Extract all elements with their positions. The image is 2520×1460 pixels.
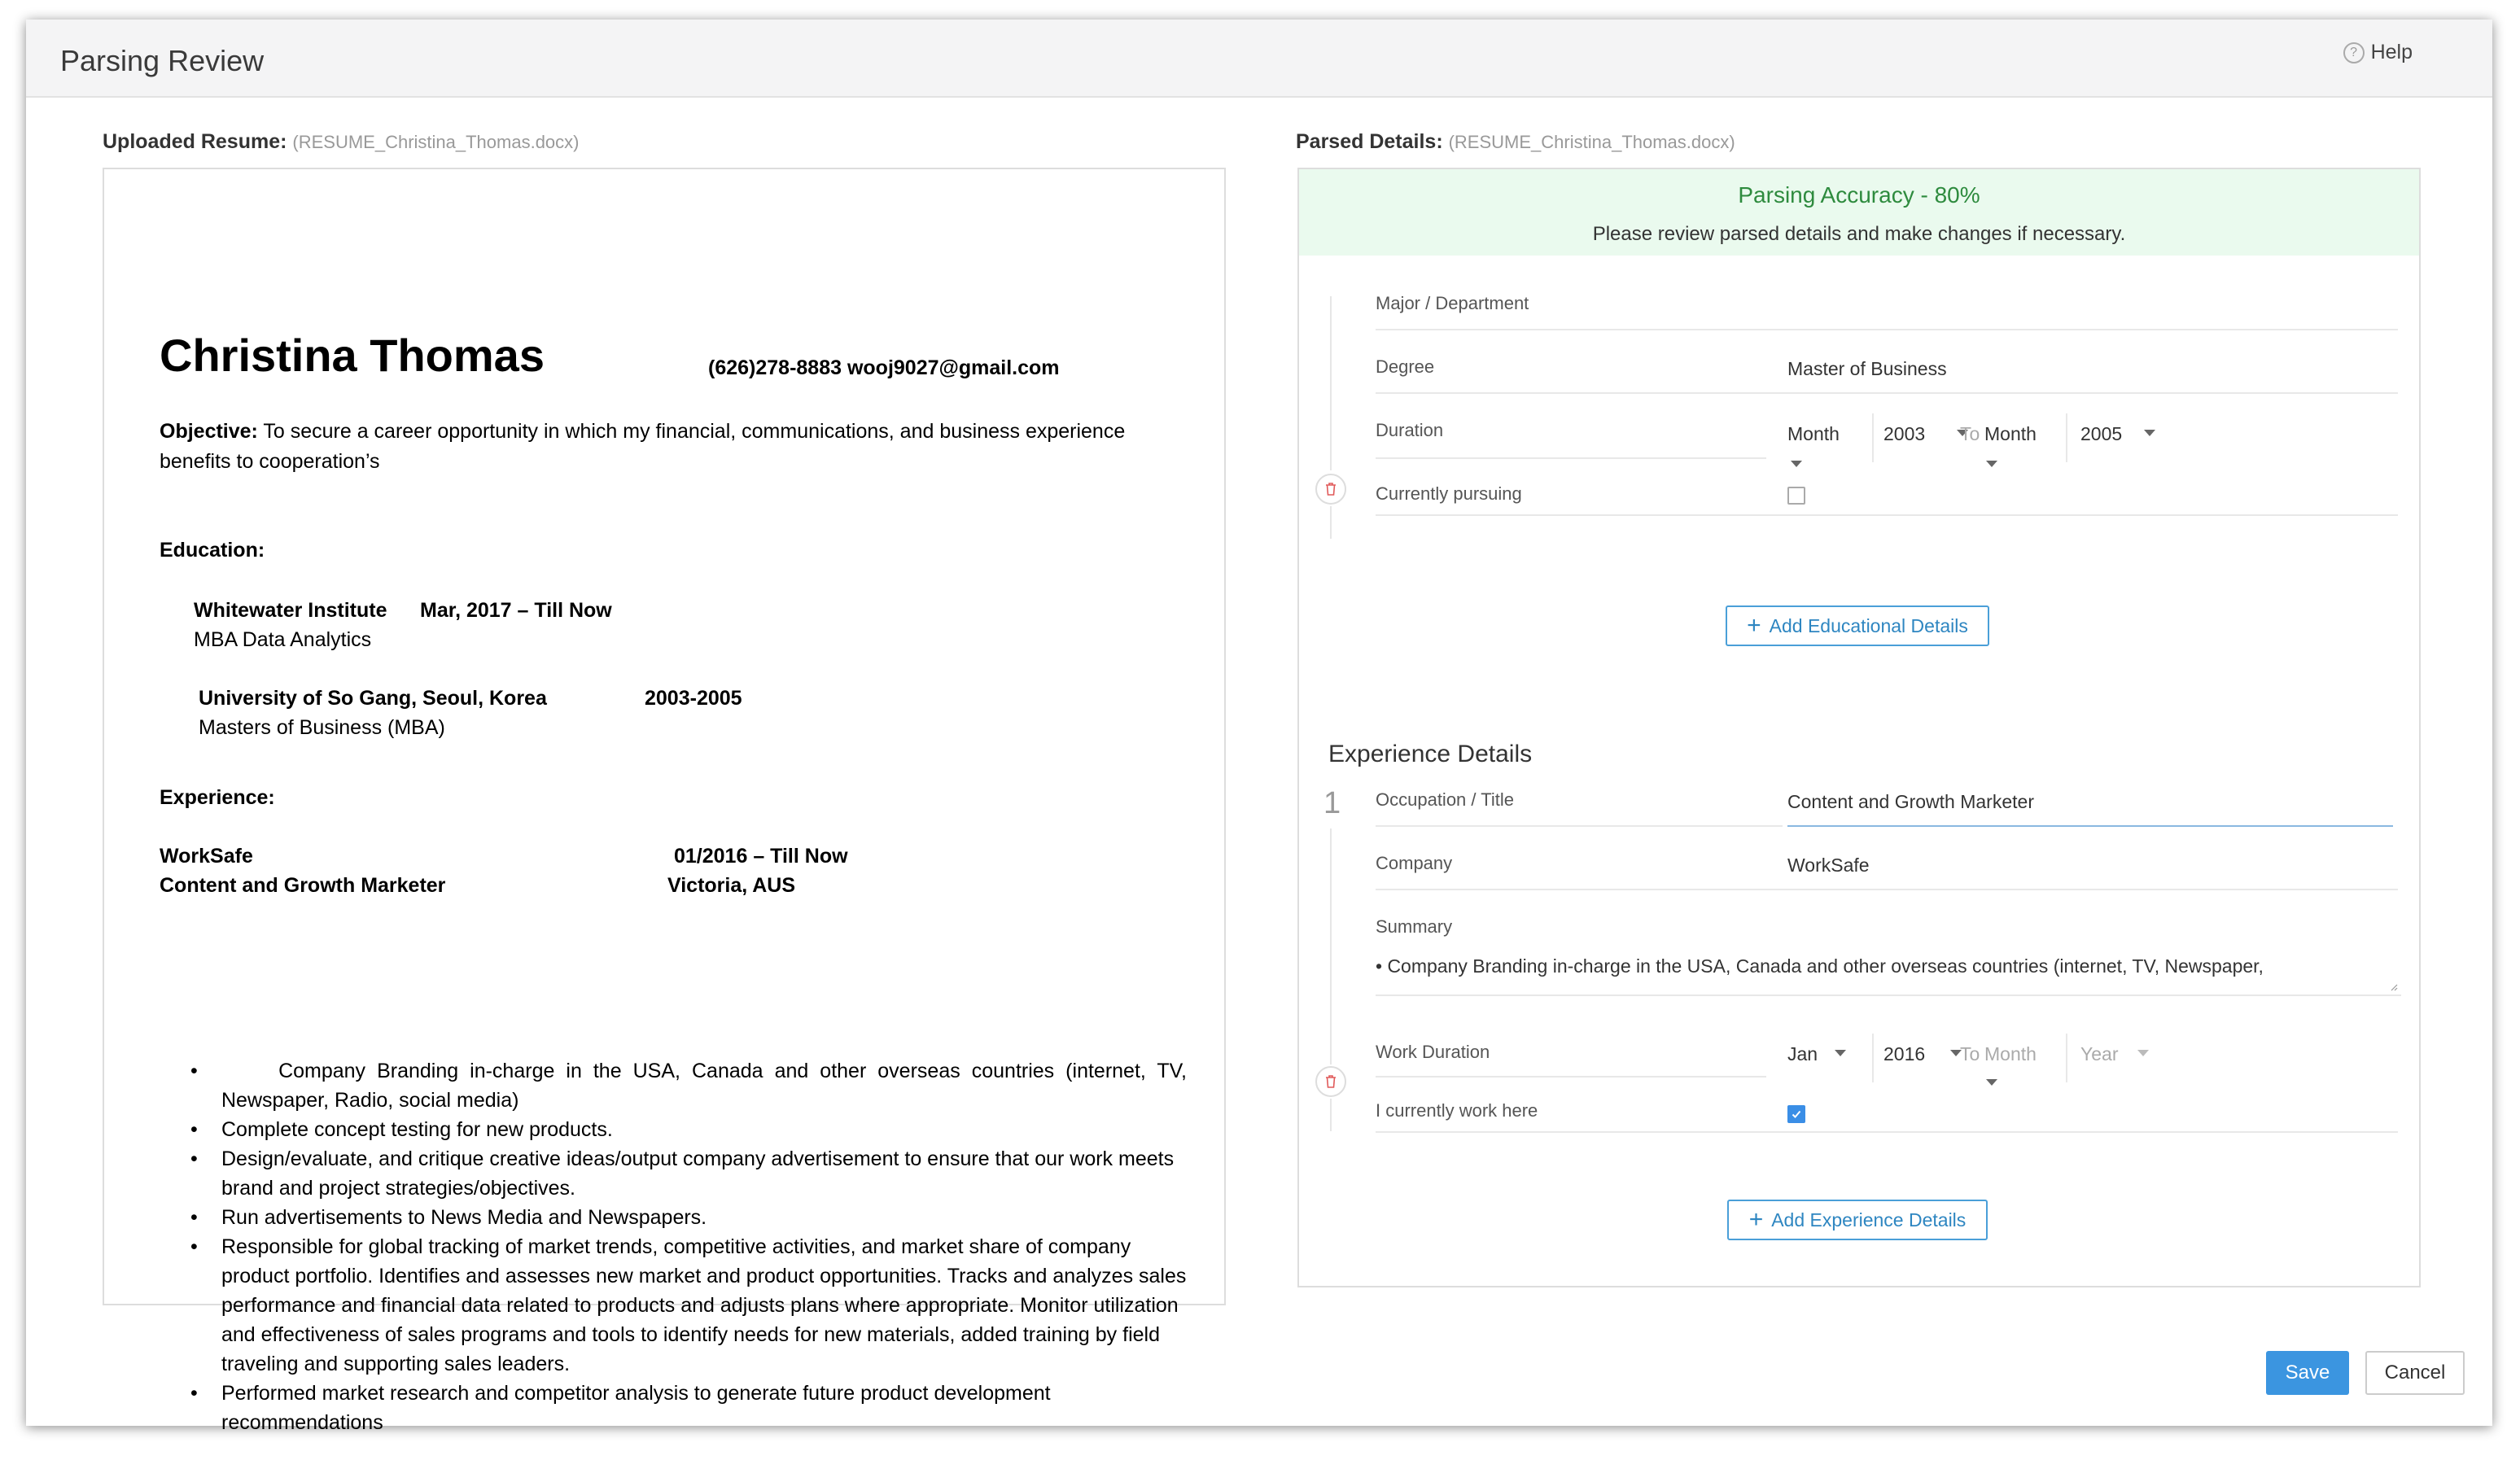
resume-preview[interactable] bbox=[103, 168, 1226, 1434]
accuracy-title: Parsing Accuracy - 80% bbox=[1738, 182, 1980, 208]
major-label: Major / Department bbox=[1376, 293, 1529, 313]
parsed-details-filename: (RESUME_Christina_Thomas.docx) bbox=[1448, 132, 1735, 152]
save-button[interactable]: Save bbox=[2266, 1351, 2349, 1395]
occupation-focus-underline bbox=[1787, 825, 2393, 827]
resume-job-location: Victoria, AUS bbox=[667, 874, 795, 897]
current-work-label: I currently work here bbox=[1376, 1100, 1538, 1121]
pursuing-checkbox[interactable] bbox=[1787, 487, 1805, 505]
resume-experience-heading: Experience: bbox=[160, 786, 275, 809]
resume-bullet-list bbox=[160, 1056, 1192, 1437]
plus-icon: + bbox=[1747, 612, 1761, 639]
to-year-select[interactable]: 2005 bbox=[2080, 423, 2123, 444]
work-to-year-select[interactable]: Year bbox=[2080, 1043, 2119, 1064]
pursuing-label: Currently pursuing bbox=[1376, 483, 1522, 504]
resume-name: Christina Thomas bbox=[160, 330, 545, 381]
resume-edu-degree: Masters of Business (MBA) bbox=[199, 716, 445, 739]
from-month-select[interactable]: Month bbox=[1787, 423, 1840, 444]
experience-rail-lower bbox=[1330, 1099, 1332, 1131]
chevron-down-icon bbox=[1986, 1079, 1997, 1086]
work-from-month-select[interactable]: Jan bbox=[1787, 1043, 1818, 1064]
from-year-select[interactable]: 2003 bbox=[1883, 423, 1926, 444]
summary-text: • Company Branding in-charge in the USA, Canada and other overseas countries (internet, TV, Newspaper, bbox=[1376, 955, 2264, 977]
uploaded-resume-filename: (RESUME_Christina_Thomas.docx) bbox=[292, 132, 580, 152]
parsed-details-label: Parsed Details: bbox=[1296, 130, 1443, 153]
delete-education-button[interactable] bbox=[1315, 474, 1346, 505]
add-educational-details-button[interactable] bbox=[1726, 605, 1989, 646]
add-experience-details-button[interactable] bbox=[1727, 1200, 1988, 1240]
resume-bullet: • Responsible for global tracking of market trends, competitive activities, and market share of company product portfolio. Identifies and assesses new market and product opportunities. Tracks and analyzes sales performance and financial data related to products and adjusts plans where appropriate. Monitor utilization and effectiveness of sales programs and tools to identify needs for new materials, added training by field traveling and supporting sales leaders. bbox=[160, 1232, 1187, 1379]
resume-job-title: Content and Growth Marketer bbox=[160, 874, 446, 897]
work-to-month-select[interactable]: Month bbox=[1984, 1043, 2037, 1064]
occupation-divider bbox=[1376, 825, 1783, 827]
uploaded-resume-label: Uploaded Resume: bbox=[103, 130, 287, 153]
current-work-divider bbox=[1376, 1131, 2398, 1133]
accuracy-subtitle: Please review parsed details and make changes if necessary. bbox=[1592, 223, 2126, 245]
work-to-label: To bbox=[1960, 1043, 1980, 1064]
plus-icon: + bbox=[1748, 1206, 1764, 1233]
resume-bullet: • Performed market research and competitor analysis to generate future product development recommendations bbox=[160, 1379, 1187, 1437]
occupation-label: Occupation / Title bbox=[1376, 789, 1514, 810]
education-rail bbox=[1330, 296, 1332, 470]
resume-objective bbox=[160, 417, 1169, 477]
experience-details-heading: Experience Details bbox=[1328, 741, 1533, 767]
resume-edu-degree: MBA Data Analytics bbox=[194, 628, 372, 651]
work-duration-separator bbox=[1872, 1034, 1874, 1082]
resume-job-company: WorkSafe bbox=[160, 845, 253, 868]
current-work-checkbox[interactable] bbox=[1787, 1105, 1805, 1123]
summary-label: Summary bbox=[1376, 916, 1453, 937]
resume-objective-text: To secure a career opportunity in which my financial, communications, and business experience benefits to cooperation’s bbox=[160, 420, 1126, 473]
work-from-year-select[interactable]: 2016 bbox=[1883, 1043, 1926, 1064]
experience-rail bbox=[1330, 828, 1332, 1064]
work-duration-label: Work Duration bbox=[1376, 1042, 1490, 1062]
resume-edu-school: University of So Gang, Seoul, Korea bbox=[199, 687, 547, 710]
duration-separator bbox=[1872, 413, 1874, 462]
chevron-down-icon bbox=[1791, 461, 1802, 467]
chevron-down-icon bbox=[2137, 1050, 2149, 1056]
major-divider bbox=[1376, 329, 2398, 330]
resume-bullet: • Run advertisements to News Media and Newspapers. bbox=[160, 1203, 1187, 1232]
chevron-down-icon bbox=[2144, 430, 2155, 436]
chevron-down-icon bbox=[1986, 461, 1997, 467]
help-link[interactable] bbox=[2343, 41, 2413, 64]
resume-edu-dates: 2003-2005 bbox=[645, 687, 742, 710]
parsed-details-panel bbox=[1297, 168, 2421, 1287]
education-rail-lower bbox=[1330, 506, 1332, 539]
resume-edu-dates: Mar, 2017 – Till Now bbox=[420, 599, 612, 622]
summary-textarea[interactable] bbox=[1376, 952, 2401, 996]
resize-grip-icon[interactable] bbox=[2390, 983, 2398, 991]
help-icon: ? bbox=[2343, 42, 2365, 63]
trash-icon bbox=[1324, 482, 1337, 496]
chevron-down-icon bbox=[1835, 1050, 1846, 1056]
resume-bullet: • Design/evaluate, and critique creative ideas/output company advertisement to ensure that our work meets brand and project strategies/objectives. bbox=[160, 1144, 1187, 1203]
resume-education-heading: Education: bbox=[160, 539, 265, 562]
work-duration-divider bbox=[1376, 1076, 1766, 1078]
company-label: Company bbox=[1376, 853, 1453, 873]
company-divider bbox=[1376, 889, 2398, 890]
degree-divider bbox=[1376, 392, 2398, 394]
checkmark-icon bbox=[1791, 1108, 1802, 1120]
dialog-header bbox=[26, 20, 2492, 98]
resume-edu-school: Whitewater Institute bbox=[194, 599, 387, 622]
to-month-select[interactable]: Month bbox=[1984, 423, 2037, 444]
to-label: To bbox=[1960, 423, 1980, 444]
cancel-button[interactable]: Cancel bbox=[2365, 1351, 2465, 1395]
parsing-review-dialog bbox=[26, 20, 2492, 1434]
dialog-title: Parsing Review bbox=[60, 44, 265, 77]
duration-label: Duration bbox=[1376, 420, 1444, 440]
duration-divider bbox=[1376, 457, 1766, 459]
degree-field[interactable]: Master of Business bbox=[1787, 358, 1947, 379]
trash-icon bbox=[1324, 1074, 1337, 1089]
accuracy-banner bbox=[1299, 169, 2419, 256]
duration-separator bbox=[2066, 413, 2067, 462]
delete-experience-button[interactable] bbox=[1315, 1066, 1346, 1097]
pursuing-divider bbox=[1376, 514, 2398, 516]
degree-label: Degree bbox=[1376, 356, 1435, 377]
resume-job-dates: 01/2016 – Till Now bbox=[674, 845, 848, 868]
help-label: Help bbox=[2370, 41, 2413, 63]
uploaded-resume-heading bbox=[103, 130, 580, 154]
work-duration-separator bbox=[2066, 1034, 2067, 1082]
experience-index: 1 bbox=[1323, 786, 1341, 820]
company-field[interactable]: WorkSafe bbox=[1787, 855, 1870, 876]
parsed-details-heading bbox=[1296, 130, 1735, 154]
occupation-field[interactable]: Content and Growth Marketer bbox=[1787, 791, 2034, 812]
resume-bullet: • Company Branding in-charge in the USA, Canada and other overseas countries (internet, TV, Newspaper, Radio, social media) bbox=[160, 1056, 1187, 1115]
add-experience-details-label: Add Experience Details bbox=[1771, 1209, 1967, 1231]
resume-objective-label: Objective: bbox=[160, 420, 258, 443]
resume-bullet: • Complete concept testing for new products. bbox=[160, 1115, 1187, 1144]
add-educational-details-label: Add Educational Details bbox=[1769, 614, 1968, 636]
resume-contact: (626)278-8883 wooj9027@gmail.com bbox=[708, 356, 1060, 379]
